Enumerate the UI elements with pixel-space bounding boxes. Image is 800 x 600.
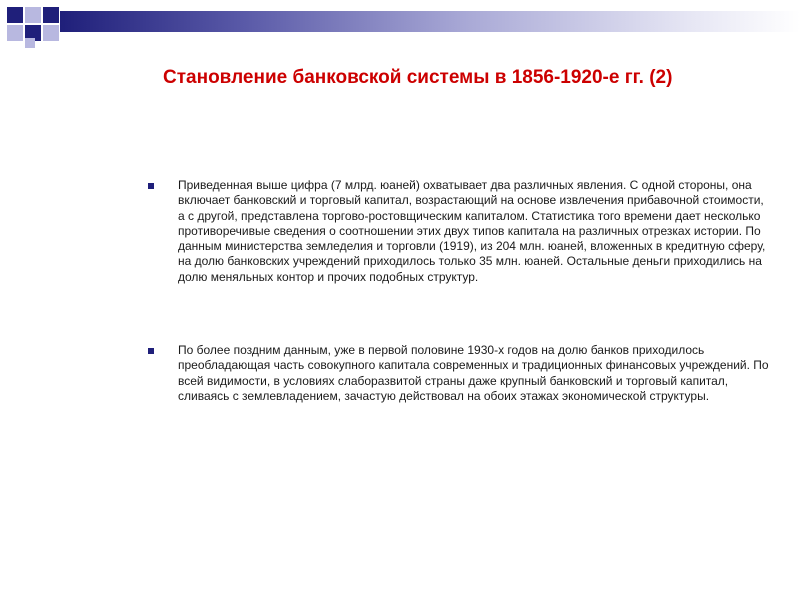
decor-square-7 bbox=[25, 38, 35, 48]
decor-square-6 bbox=[43, 25, 59, 41]
decor-square-2 bbox=[25, 7, 41, 23]
header-gradient-band bbox=[60, 11, 800, 32]
bullet-item-1 bbox=[148, 178, 770, 285]
decor-square-4 bbox=[7, 25, 23, 41]
slide-title: Становление банковской системы в 1856-1920-е гг. (2) bbox=[163, 67, 673, 88]
bullet-list bbox=[148, 178, 770, 404]
decor-square-3 bbox=[43, 7, 59, 23]
bullet-square-icon bbox=[148, 348, 154, 354]
bullet-text-2: По более поздним данным, уже в первой половине 1930-х годов на долю банков приходилось преобладающая часть совокупного капитала современных и традиционных финансовых учреждений. По всей видимости, в условиях слаборазвитой страны даже крупный банковский и торговый капитал, сливаясь с землевладением, зачастую действовал на обоих этажах экономической структуры. bbox=[178, 343, 769, 403]
decor-square-1 bbox=[7, 7, 23, 23]
bullet-text-1: Приведенная выше цифра (7 млрд. юаней) охватывает два различных явления. С одной стороны, она включает банковский и торговый капитал, возрастающий на основе извлечения прибавочной стоимости, а с другой, представлена торгово-ростовщическим капиталом. Статистика того времени дает несколько противоречивые сведения о соотношении этих двух типов капитала на различных отрезках истории. По данным министерства земледелия и торговли (1919), из 204 млн. юаней, вложенных в кредитную сферу, на долю банковских учреждений приходилось только 35 млн. юаней. Остальные деньги приходились на долю меняльных контор и прочих подобных структур. bbox=[178, 178, 766, 284]
bullet-item-2 bbox=[148, 343, 770, 404]
bullet-square-icon bbox=[148, 183, 154, 189]
